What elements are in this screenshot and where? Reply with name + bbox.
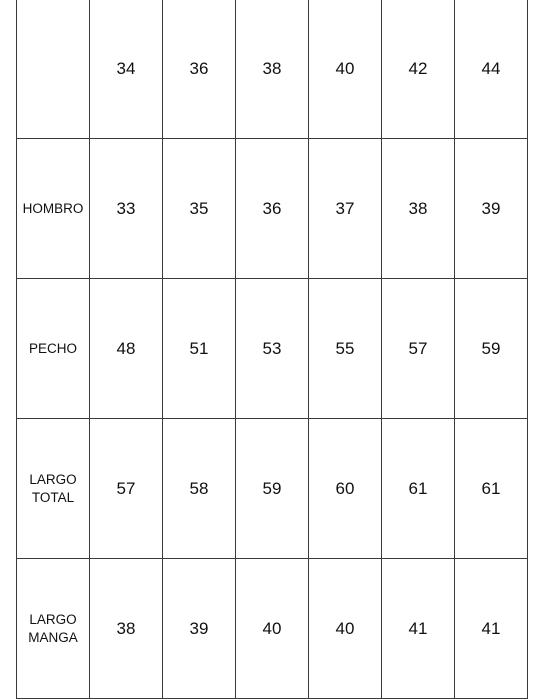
measurement-cell: 38 [90,559,163,699]
measurement-cell: 41 [382,559,455,699]
measurement-cell: 51 [163,279,236,419]
measurement-cell: 39 [455,139,528,279]
measurement-cell: 58 [163,419,236,559]
measurement-cell: 60 [309,419,382,559]
measurement-cell: 48 [90,279,163,419]
measurement-cell: 57 [90,419,163,559]
measurement-cell: 40 [236,559,309,699]
row-label: LARGO MANGA [17,559,90,699]
row-label: HOMBRO [17,139,90,279]
table-row-largo-total [17,419,528,559]
size-cell: 44 [455,0,528,139]
size-cell: 40 [309,0,382,139]
table-row-pecho [17,279,528,419]
measurement-cell: 39 [163,559,236,699]
measurement-cell: 53 [236,279,309,419]
measurement-cell: 33 [90,139,163,279]
measurement-cell: 38 [382,139,455,279]
table-row-hombro [17,139,528,279]
row-label: LARGO TOTAL [17,419,90,559]
header-corner-cell [17,0,90,139]
measurement-cell: 55 [309,279,382,419]
measurement-cell: 61 [382,419,455,559]
size-cell: 38 [236,0,309,139]
row-label: PECHO [17,279,90,419]
size-chart-table [16,0,528,699]
measurement-cell: 57 [382,279,455,419]
size-header-row [17,0,528,139]
table-row-largo-manga [17,559,528,699]
measurement-cell: 59 [455,279,528,419]
measurement-cell: 41 [455,559,528,699]
measurement-cell: 37 [309,139,382,279]
measurement-cell: 40 [309,559,382,699]
size-cell: 36 [163,0,236,139]
size-cell: 34 [90,0,163,139]
measurement-cell: 61 [455,419,528,559]
measurement-cell: 59 [236,419,309,559]
measurement-cell: 36 [236,139,309,279]
size-cell: 42 [382,0,455,139]
measurement-cell: 35 [163,139,236,279]
